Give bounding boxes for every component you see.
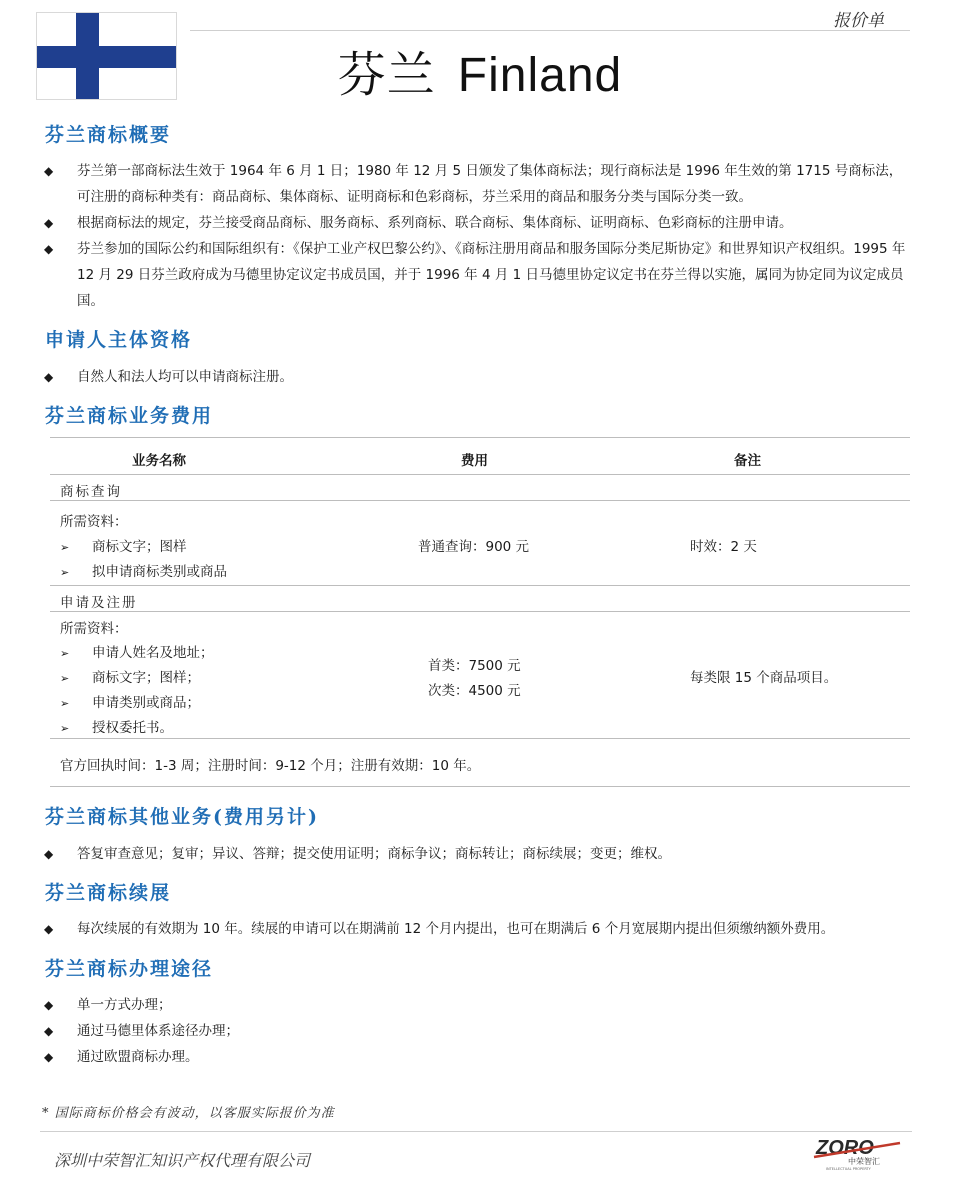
required-materials-label: 所需资料：	[60, 514, 128, 530]
table-rule	[50, 500, 910, 501]
table-rule	[50, 738, 910, 739]
page-title	[0, 36, 960, 105]
list-item: ◆ 每次续展的有效期为 10 年。续展的申请可以在期满前 12 个月内提出，也可在期满后 6 个月宽展期内提出但须缴纳额外费用。	[44, 916, 908, 942]
price-disclaimer: * 国际商标价格会有波动，以客服实际报价为准	[42, 1106, 335, 1121]
page-title-en: Finland	[457, 49, 623, 102]
table-rule	[50, 437, 910, 438]
table-rule	[50, 474, 910, 475]
row-label-registration: 申请及注册	[60, 595, 138, 611]
list-item: ➢ 申请人姓名及地址；	[60, 645, 214, 661]
logo-tagline: INTELLECTUAL PROPERTY	[826, 1167, 871, 1171]
timeline-text: 官方回执时间：1-3 周；注册时间：9-12 个月；注册有效期：10 年。	[60, 758, 481, 774]
diamond-bullet-icon: ◆	[44, 1024, 54, 1038]
list-item: ◆ 根据商标法的规定，芬兰接受商品商标、服务商标、系列商标、联合商标、集体商标、证明商标、色彩商标的注册申请。	[44, 210, 908, 236]
overview-list	[44, 158, 908, 314]
footer-divider	[40, 1131, 912, 1132]
arrow-bullet-icon: ➢	[60, 647, 70, 660]
diamond-bullet-icon: ◆	[44, 1050, 54, 1064]
section-heading-eligibility: 申请人主体资格	[45, 329, 193, 351]
list-item: ◆ 自然人和法人均可以申请商标注册。	[44, 364, 908, 390]
list-item: ➢ 商标文字；图样；	[60, 670, 200, 686]
diamond-bullet-icon: ◆	[44, 242, 54, 256]
list-item: ◆ 通过马德里体系途径办理；	[44, 1018, 908, 1044]
list-item: ➢ 拟申请商标类别或商品	[60, 564, 227, 580]
required-materials-label: 所需资料：	[60, 621, 128, 637]
diamond-bullet-icon: ◆	[44, 922, 54, 936]
logo-chinese-name: 中荣智汇	[848, 1157, 880, 1166]
diamond-bullet-icon: ◆	[44, 370, 54, 384]
arrow-bullet-icon: ➢	[60, 541, 70, 554]
eligibility-list	[44, 364, 908, 390]
routes-list	[44, 992, 908, 1070]
registration-fee-additional-class: 次类：4500 元	[428, 683, 521, 699]
search-note: 时效：2 天	[690, 539, 757, 555]
arrow-bullet-icon: ➢	[60, 566, 70, 579]
list-item: ◆ 芬兰第一部商标法生效于 1964 年 6 月 1 日；1980 年 12 月 5 日颁发了集体商标法；现行商标法是 1996 年生效的第 1715 号商标法，可注册的商标种类有：商品商标、集体商标、证明商标和色彩商标，芬兰采用的商品和服务分类与国际分类一致。	[44, 158, 908, 210]
diamond-bullet-icon: ◆	[44, 998, 54, 1012]
header-divider	[190, 30, 910, 31]
diamond-bullet-icon: ◆	[44, 216, 54, 230]
registration-note: 每类限 15 个商品项目。	[690, 670, 838, 686]
page-title-cn: 芬兰	[337, 47, 436, 103]
list-item: ◆ 答复审查意见；复审；异议、答辩；提交使用证明；商标争议；商标转让；商标续展；变更；维权。	[44, 841, 908, 867]
section-heading-fees: 芬兰商标业务费用	[45, 405, 214, 427]
list-item: ➢ 商标文字；图样	[60, 539, 187, 555]
renewal-list	[44, 916, 908, 942]
company-logo	[812, 1137, 904, 1171]
list-item: ◆ 单一方式办理；	[44, 992, 908, 1018]
column-header-note: 备注	[734, 453, 761, 469]
list-item: ➢ 授权委托书。	[60, 720, 173, 736]
table-rule	[50, 585, 910, 586]
column-header-name: 业务名称	[132, 453, 186, 469]
list-item: ◆ 通过欧盟商标办理。	[44, 1044, 908, 1070]
registration-fee-first-class: 首类：7500 元	[428, 658, 521, 674]
row-label-search: 商标查询	[60, 484, 122, 500]
list-item: ➢ 申请类别或商品；	[60, 695, 200, 711]
column-header-fee: 费用	[461, 453, 488, 469]
section-heading-renewal: 芬兰商标续展	[45, 882, 172, 904]
diamond-bullet-icon: ◆	[44, 847, 54, 861]
section-heading-routes: 芬兰商标办理途径	[45, 958, 214, 980]
section-heading-other-services: 芬兰商标其他业务(费用另计)	[45, 806, 319, 828]
document-type-label: 报价单	[833, 11, 884, 31]
list-item: ◆ 芬兰参加的国际公约和国际组织有：《保护工业产权巴黎公约》、《商标注册用商品和服务国际分类尼斯协定》和世界知识产权组织。1995 年 12 月 29 日芬兰政府成为马德里协定议定书成员国，并于 1996 年 4 月 1 日马德里协定议定书在芬兰得以实施，属同为协定同为议定成员国。	[44, 236, 908, 314]
search-fee: 普通查询：900 元	[418, 539, 530, 555]
company-name: 深圳中荣智汇知识产权代理有限公司	[54, 1151, 311, 1170]
table-rule	[50, 611, 910, 612]
arrow-bullet-icon: ➢	[60, 697, 70, 710]
other-services-list	[44, 841, 908, 867]
section-heading-overview: 芬兰商标概要	[45, 124, 172, 146]
logo-wordmark: ZORO	[816, 1137, 874, 1159]
diamond-bullet-icon: ◆	[44, 164, 54, 178]
table-rule	[50, 786, 910, 787]
arrow-bullet-icon: ➢	[60, 722, 70, 735]
arrow-bullet-icon: ➢	[60, 672, 70, 685]
